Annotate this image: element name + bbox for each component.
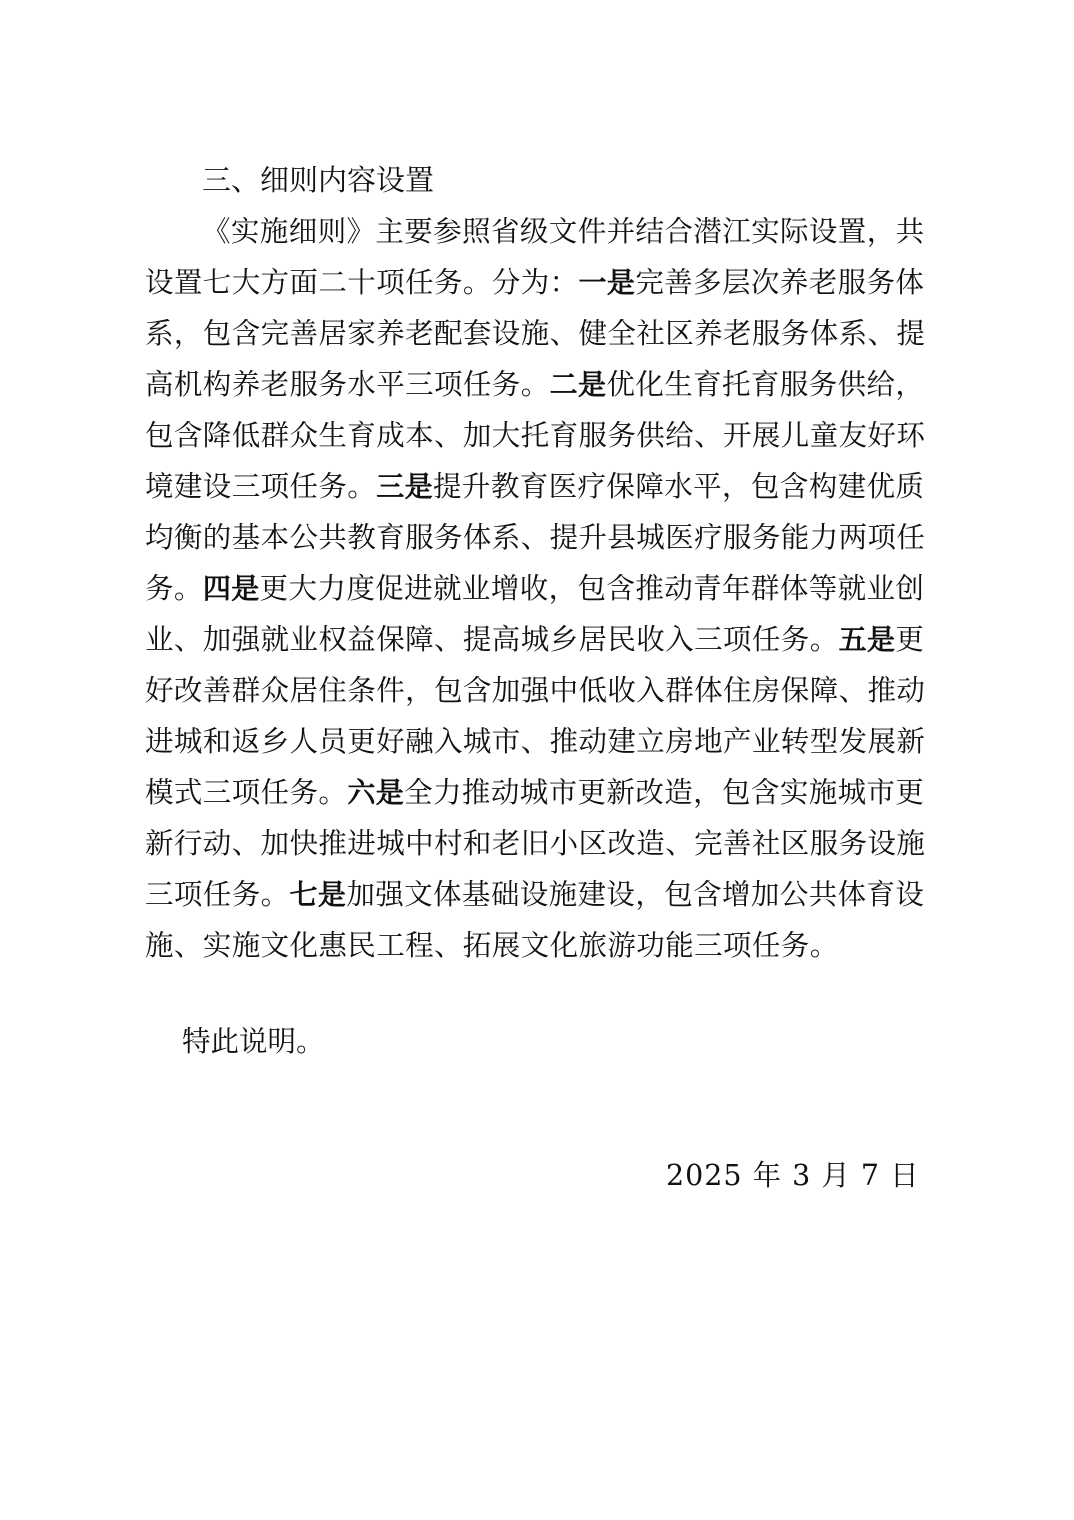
line-text: 施、实施文化惠民工程、拓展文化旅游功能三项任务。 [145,929,839,962]
paragraph-line [145,257,945,308]
item-marker: 六是 [347,776,405,809]
paragraph-line [145,206,945,257]
paragraph-line [145,308,945,359]
line-text: 加强文体基础设施建设，包含增加公共体育设 [346,878,925,911]
body-paragraph [145,206,945,971]
line-text: 务。 [145,572,203,605]
line-text: 三项任务。 [145,878,290,911]
document-date: 2025 年 3 月 7 日 [666,1159,920,1192]
line-text: 优化生育托育服务供给， [606,368,925,401]
line-text: 均衡的基本公共教育服务体系、提升县城医疗服务能力两项任 [145,521,926,554]
line-text: 包含降低群众生育成本、加大托育服务供给、开展儿童友好环 [145,419,926,452]
item-marker: 七是 [289,878,347,911]
paragraph-line [145,869,945,920]
closing-statement: 特此说明。 [182,1025,325,1058]
line-text: 更大力度促进就业增收，包含推动青年群体等就业创 [259,572,925,605]
section-heading: 三、细则内容设置 [202,163,435,197]
line-text: 境建设三项任务。 [145,470,377,503]
item-marker: 四是 [202,572,260,605]
line-text: 进城和返乡人员更好融入城市、推动建立房地产业转型发展新 [145,725,926,758]
item-marker: 一是 [578,266,636,299]
paragraph-line [145,563,945,614]
line-text: 新行动、加快推进城中村和老旧小区改造、完善社区服务设施 [145,827,926,860]
line-text: 高机构养老服务水平三项任务。 [145,368,550,401]
line-text: 设置七大方面二十项任务。分为： [145,266,579,299]
line-text: 业、加强就业权益保障、提高城乡居民收入三项任务。 [145,623,839,656]
line-text: 《实施细则》主要参照省级文件并结合潜江实际设置，共 [202,215,925,248]
paragraph-line [145,920,945,971]
line-text: 提升教育医疗保障水平，包含构建优质 [433,470,925,503]
line-text: 好改善群众居住条件，包含加强中低收入群体住房保障、推动 [145,674,926,707]
paragraph-line [145,512,945,563]
line-text: 全力推动城市更新改造，包含实施城市更 [404,776,925,809]
item-marker: 五是 [838,623,896,656]
paragraph-line [145,410,945,461]
line-text: 更 [895,623,925,656]
paragraph-line [145,359,945,410]
item-marker: 三是 [376,470,434,503]
paragraph-line [145,614,945,665]
paragraph-line [145,767,945,818]
paragraph-line [145,461,945,512]
item-marker: 二是 [549,368,607,401]
line-text: 完善多层次养老服务体 [635,266,925,299]
line-text: 模式三项任务。 [145,776,348,809]
line-text: 系，包含完善居家养老配套设施、健全社区养老服务体系、提 [145,317,926,350]
paragraph-line [145,818,945,869]
paragraph-line [145,665,945,716]
paragraph-line [145,716,945,767]
